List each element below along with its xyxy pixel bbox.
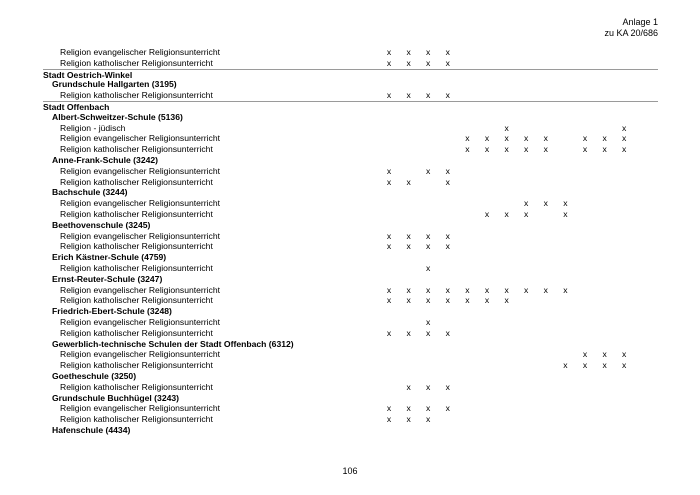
grade-mark: x <box>386 165 392 176</box>
grade-mark: x <box>582 144 588 155</box>
school-name: Ernst-Reuter-Schule (3247) <box>52 273 163 284</box>
grade-mark: x <box>484 208 490 219</box>
grade-mark: x <box>386 327 392 338</box>
school-name: Gewerblich-technische Schulen der Stadt Offenbach (6312) <box>52 338 294 349</box>
course-name: Religion katholischer Religionsunterricht <box>60 295 213 306</box>
grade-mark: x <box>504 133 509 144</box>
grade-mark: x <box>602 144 607 155</box>
course-row <box>43 177 658 188</box>
grade-mark: x <box>504 122 509 133</box>
grade-mark: x <box>622 144 627 155</box>
grade-mark: x <box>445 381 450 392</box>
grade-mark: x <box>386 284 392 295</box>
grade-mark: x <box>406 284 411 295</box>
city-name: Stadt Offenbach <box>43 101 110 112</box>
course-name: Religion katholischer Religionsunterricht <box>60 176 213 187</box>
course-row <box>43 47 658 58</box>
course-row <box>43 241 658 252</box>
grade-mark: x <box>484 133 490 144</box>
grade-mark: x <box>426 57 431 68</box>
course-name: Religion - jüdisch <box>60 122 126 133</box>
grade-mark: x <box>524 144 529 155</box>
course-row <box>43 414 658 425</box>
grade-mark: x <box>445 327 450 338</box>
course-name: Religion evangelischer Religionsunterricht <box>60 133 221 144</box>
grade-mark: x <box>504 144 509 155</box>
school-heading-row <box>43 393 658 404</box>
grade-mark: x <box>563 284 568 295</box>
grade-mark: x <box>386 295 392 306</box>
course-row <box>43 295 658 306</box>
course-row <box>43 231 658 242</box>
grade-mark: x <box>386 414 392 425</box>
course-row <box>43 144 658 155</box>
course-row <box>43 328 658 339</box>
course-name: Religion katholischer Religionsunterricht <box>60 327 213 338</box>
grade-mark: x <box>524 198 529 209</box>
grade-mark: x <box>426 47 431 57</box>
city-name: Stadt Oestrich-Winkel <box>43 69 133 80</box>
course-name: Religion evangelischer Religionsunterricht <box>60 165 221 176</box>
grade-mark: x <box>582 133 588 144</box>
course-row <box>43 285 658 296</box>
course-name: Religion evangelischer Religionsunterricht <box>60 198 221 209</box>
grade-mark: x <box>406 90 411 101</box>
grade-mark: x <box>504 208 509 219</box>
grade-mark: x <box>465 295 470 306</box>
course-name: Religion evangelischer Religionsunterricht <box>60 284 221 295</box>
school-heading-row <box>43 274 658 285</box>
grade-mark: x <box>484 144 490 155</box>
city-heading-row <box>43 69 658 80</box>
course-name: Religion katholischer Religionsunterricht <box>60 414 213 425</box>
grade-mark: x <box>445 57 450 68</box>
school-name: Bachschule (3244) <box>52 187 128 198</box>
grade-mark: x <box>426 316 431 327</box>
grade-mark: x <box>445 230 450 241</box>
annex-title: Anlage 1 <box>622 17 658 27</box>
grade-mark: x <box>406 403 411 414</box>
grade-mark: x <box>426 262 431 273</box>
grade-mark: x <box>465 133 470 144</box>
grade-mark: x <box>426 230 431 241</box>
grade-mark: x <box>386 90 392 101</box>
grade-mark: x <box>386 176 392 187</box>
grade-mark: x <box>622 349 627 360</box>
course-name: Religion katholischer Religionsunterricht <box>60 360 213 371</box>
course-name: Religion katholischer Religionsunterricht <box>60 262 213 273</box>
grade-mark: x <box>622 360 627 371</box>
course-name: Religion evangelischer Religionsunterricht <box>60 403 221 414</box>
grade-mark: x <box>563 198 568 209</box>
city-heading-row <box>43 101 658 112</box>
grade-mark: x <box>445 47 450 57</box>
grade-mark: x <box>602 360 607 371</box>
course-row <box>43 90 658 101</box>
grade-mark: x <box>426 295 431 306</box>
grade-mark: x <box>465 144 470 155</box>
grade-mark: x <box>504 284 509 295</box>
school-heading-row <box>43 220 658 231</box>
grade-mark: x <box>426 414 431 425</box>
grade-mark: x <box>406 295 411 306</box>
school-religion-table <box>43 47 658 436</box>
grade-mark: x <box>386 47 392 57</box>
grade-mark: x <box>426 381 431 392</box>
course-name: Religion katholischer Religionsunterricht <box>60 241 213 252</box>
grade-mark: x <box>524 133 529 144</box>
grade-mark: x <box>426 241 431 252</box>
grade-mark: x <box>406 47 411 57</box>
grade-mark: x <box>406 176 411 187</box>
school-name: Anne-Frank-Schule (3242) <box>52 154 159 165</box>
course-name: Religion katholischer Religionsunterricht <box>60 144 213 155</box>
school-heading-row <box>43 371 658 382</box>
course-row <box>43 360 658 371</box>
grade-mark: x <box>543 144 548 155</box>
school-name: Erich Kästner-Schule (4759) <box>52 252 167 263</box>
grade-mark: x <box>543 133 548 144</box>
grade-mark: x <box>406 381 411 392</box>
grade-mark: x <box>406 241 411 252</box>
course-row <box>43 403 658 414</box>
grade-mark: x <box>426 165 431 176</box>
course-row <box>43 317 658 328</box>
grade-mark: x <box>406 230 411 241</box>
grade-mark: x <box>386 230 392 241</box>
school-name: Grundschule Buchhügel (3243) <box>52 392 180 403</box>
course-name: Religion evangelischer Religionsunterricht <box>60 349 221 360</box>
grade-mark: x <box>386 241 392 252</box>
course-name: Religion katholischer Religionsunterricht <box>60 57 213 68</box>
grade-mark: x <box>543 284 548 295</box>
school-heading-row <box>43 339 658 350</box>
grade-mark: x <box>406 414 411 425</box>
grade-mark: x <box>445 90 450 101</box>
grade-mark: x <box>406 57 411 68</box>
course-row <box>43 123 658 134</box>
grade-mark: x <box>386 403 392 414</box>
page-number: 106 <box>342 466 358 476</box>
grade-mark: x <box>622 122 627 133</box>
annex-document-number: zu KA 20/686 <box>604 28 658 38</box>
course-name: Religion katholischer Religionsunterricht <box>60 381 213 392</box>
course-row <box>43 382 658 393</box>
grade-mark: x <box>426 284 431 295</box>
course-name: Religion katholischer Religionsunterricht <box>60 208 213 219</box>
school-heading-row <box>43 306 658 317</box>
school-heading-row <box>43 425 658 436</box>
grade-mark: x <box>426 90 431 101</box>
grade-mark: x <box>524 208 529 219</box>
school-heading-row <box>43 112 658 123</box>
grade-mark: x <box>426 403 431 414</box>
grade-mark: x <box>484 295 490 306</box>
grade-mark: x <box>426 327 431 338</box>
grade-mark: x <box>445 403 450 414</box>
grade-mark: x <box>504 295 509 306</box>
grade-mark: x <box>524 284 529 295</box>
course-row <box>43 263 658 274</box>
grade-mark: x <box>543 198 548 209</box>
grade-mark: x <box>465 284 470 295</box>
grade-mark: x <box>386 57 392 68</box>
grade-mark: x <box>445 241 450 252</box>
grade-mark: x <box>445 284 450 295</box>
grade-mark: x <box>622 133 627 144</box>
course-row <box>43 58 658 69</box>
grade-mark: x <box>445 165 450 176</box>
course-name: Religion evangelischer Religionsunterricht <box>60 316 221 327</box>
school-heading-row <box>43 155 658 166</box>
school-name: Goetheschule (3250) <box>52 370 137 381</box>
school-name: Grundschule Hallgarten (3195) <box>52 79 177 90</box>
grade-mark: x <box>582 349 588 360</box>
course-row <box>43 209 658 220</box>
course-name: Religion katholischer Religionsunterricht <box>60 90 213 101</box>
annex-reference <box>604 17 658 39</box>
grade-mark: x <box>582 360 588 371</box>
school-name: Hafenschule (4434) <box>52 424 131 435</box>
grade-mark: x <box>563 360 568 371</box>
course-row <box>43 133 658 144</box>
grade-mark: x <box>445 176 450 187</box>
course-row <box>43 166 658 177</box>
course-row <box>43 349 658 360</box>
grade-mark: x <box>602 133 607 144</box>
school-heading-row <box>43 252 658 263</box>
grade-mark: x <box>406 327 411 338</box>
school-heading-row <box>43 79 658 90</box>
grade-mark: x <box>602 349 607 360</box>
grade-mark: x <box>563 208 568 219</box>
grade-mark: x <box>484 284 490 295</box>
school-name: Beethovenschule (3245) <box>52 219 151 230</box>
school-heading-row <box>43 187 658 198</box>
school-name: Friedrich-Ebert-Schule (3248) <box>52 306 172 317</box>
course-name: Religion evangelischer Religionsunterricht <box>60 230 221 241</box>
grade-mark: x <box>445 295 450 306</box>
course-name: Religion evangelischer Religionsunterricht <box>60 47 221 57</box>
course-row <box>43 198 658 209</box>
school-name: Albert-Schweitzer-Schule (5136) <box>52 111 183 122</box>
